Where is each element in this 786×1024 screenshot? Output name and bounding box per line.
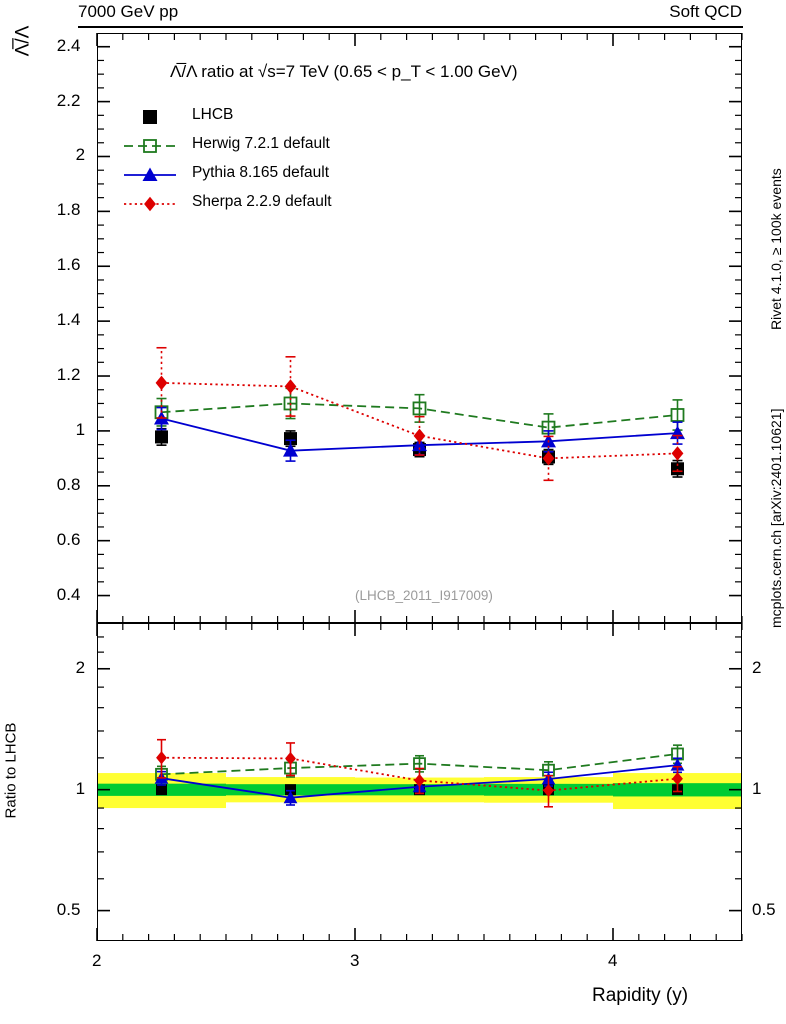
main-y-tick-label: 0.6	[56, 529, 81, 549]
analysis-watermark: (LHCB_2011_I917009)	[355, 588, 493, 603]
ratio-y-axis-label	[2, 700, 38, 860]
ratio-y-tick-label-right: 0.5	[752, 899, 776, 919]
main-y-tick-label: 2.2	[56, 90, 81, 110]
header-left-label: 7000 GeV pp	[78, 2, 179, 21]
ratio-y-tick-label-right: 2	[752, 657, 762, 677]
main-y-tick-label: 2	[75, 145, 86, 165]
ratio-plot-frame	[97, 623, 742, 941]
main-y-tick-label: 1.8	[56, 200, 81, 220]
legend-entry-label: Pythia 8.165 default	[192, 164, 330, 181]
ratio-y-tick-label: 1	[75, 778, 86, 798]
ratio-y-tick-label: 0.5	[56, 899, 81, 919]
arxiv-caption: mcplots.cern.ch [arXiv:2401.10621]	[768, 408, 784, 628]
main-y-tick-label: 0.4	[56, 584, 81, 604]
main-y-tick-label: 1.6	[56, 255, 81, 275]
legend-entry-label: LHCB	[192, 106, 234, 123]
main-y-tick-label: 2.4	[56, 35, 81, 55]
rivet-version-caption: Rivet 4.1.0, ≥ 100k events	[768, 168, 784, 330]
ratio-y-tick-label-right: 1	[752, 778, 762, 798]
main-y-tick-label: 1.2	[56, 365, 81, 385]
legend-entry-label: Herwig 7.2.1 default	[192, 135, 330, 152]
main-y-tick-label: 1	[75, 419, 86, 439]
legend-entry-label: Sherpa 2.2.9 default	[192, 193, 332, 210]
x-tick-label: 4	[608, 951, 618, 970]
header-right-label: Soft QCD	[669, 2, 742, 21]
main-y-tick-label: 1.4	[56, 310, 81, 330]
plot-title: Λ̅/Λ ratio at √s=7 TeV (0.65 < p_T < 1.00 GeV)	[170, 62, 518, 81]
main-y-tick-label: 0.8	[56, 474, 81, 494]
main-y-axis-label: Λ̅/Λ	[12, 25, 34, 57]
ratio-y-axis-label-text: Ratio to LHCB	[2, 722, 20, 819]
x-tick-label: 2	[92, 951, 102, 970]
x-axis-label: Rapidity (y)	[592, 985, 689, 1006]
x-tick-label: 3	[350, 951, 360, 970]
ratio-y-tick-label: 2	[75, 657, 86, 677]
